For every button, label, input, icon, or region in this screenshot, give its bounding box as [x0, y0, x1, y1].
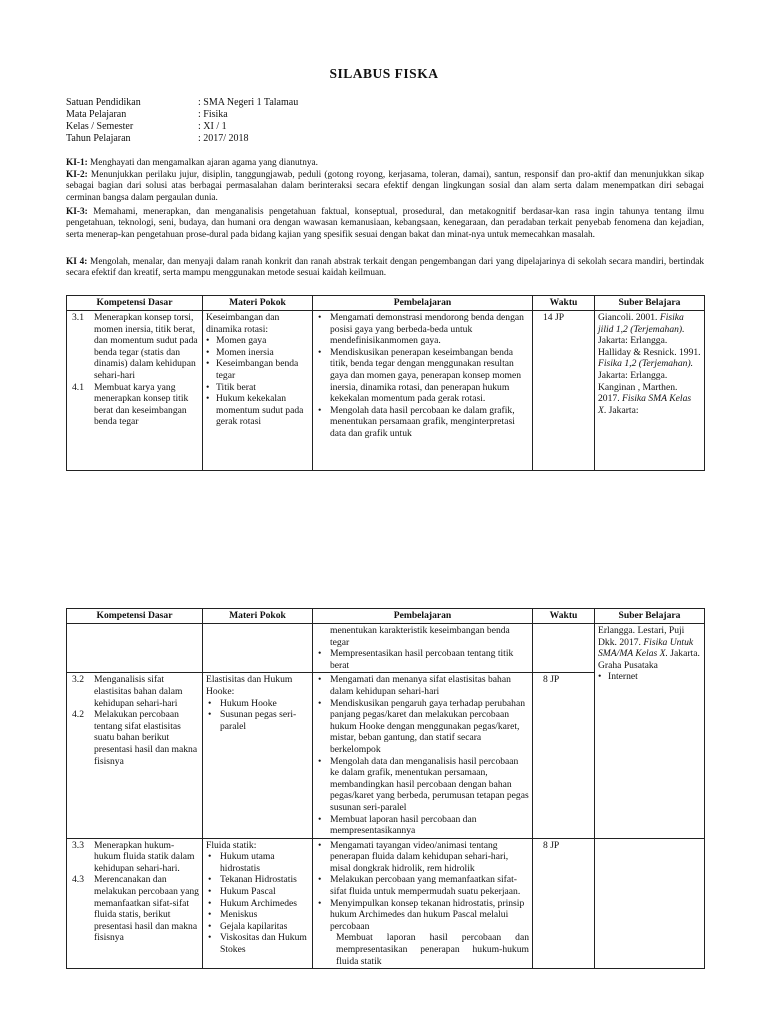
kd-item — [70, 709, 199, 767]
table-header-row — [67, 609, 705, 624]
pembelajaran-cell — [313, 311, 533, 471]
ki-1 — [66, 158, 704, 169]
list-item: • Mengamati tayangan video/animasi tentang penerapan fluida dalam kehidupan sehari-hari, misal dongkrak hidrolik, rem hidrolik — [316, 840, 529, 875]
kd-text: Merencanakan dan melakukan percobaan yang memanfaatkan sifat-sifat fluida statis, berikut presentasi hasil dan makna fisisnya — [94, 874, 199, 944]
source-text: Giancoli. 2001. — [598, 312, 658, 323]
list-item: • Titik berat — [206, 382, 309, 394]
header-waktu: Waktu — [533, 296, 595, 311]
continued-text: menentukan karakteristik keseimbangan benda tegar — [330, 625, 510, 648]
pembelajaran-list — [316, 648, 529, 671]
kd-item — [70, 674, 199, 709]
header-waktu: Waktu — [533, 609, 595, 624]
sumber-cell — [595, 838, 705, 969]
list-item: • Hukum kekekalan momentum sudut pada gerak rotasi — [206, 393, 309, 428]
source-text: Jakarta. Graha Pusataka — [598, 648, 700, 671]
waktu-cell — [533, 624, 595, 673]
list-item: • Internet — [598, 671, 701, 683]
kd-number: 3.1 — [72, 312, 84, 323]
kd-number: 4.3 — [72, 874, 84, 886]
pembelajaran-cell — [313, 838, 533, 969]
waktu-cell: 8 JP — [533, 838, 595, 969]
list-item: • Momen inersia — [206, 347, 309, 359]
ki-code: KI-2: — [66, 170, 88, 180]
kd-cell — [67, 624, 203, 673]
list-item: • Mengamati dan menanya sifat elastisitas bahan dalam kehidupan sehari-hari — [316, 674, 529, 697]
waktu-cell: 8 JP — [533, 673, 595, 838]
kd-number: 4.2 — [72, 709, 84, 721]
list-item: • Mendiskusikan pengaruh gaya terhadap perubahan panjang pegas/karet dan melakukan percobaan hukum Hooke dengan menggunakan pegas/karet, mistar, beban gantung, dan statif secara berkelompok — [316, 698, 529, 756]
kd-number: 3.3 — [72, 839, 84, 851]
header-sumber-belajar: Suber Belajara — [595, 296, 705, 311]
ki-text: Menghayati dan mengamalkan ajaran agama yang dianutnya. — [87, 158, 318, 168]
list-item: • Hukum Archimedes — [206, 898, 309, 910]
kd-text: Membuat karya yang menerapkan konsep titik berat dan keseimbangan benda tegar — [94, 381, 189, 428]
page-title: SILABUS FISKA — [329, 66, 439, 81]
materi-heading: Fluida statik: — [206, 839, 257, 851]
kd-text: Melakukan percobaan tentang sifat elastisitas suatu bahan berikut presentasi hasil dan makna fisisnya — [94, 709, 198, 767]
syllabus-table-1 — [66, 295, 705, 471]
ki-code: KI-3: — [66, 207, 88, 217]
kd-cell — [67, 673, 203, 838]
ki-3 — [66, 207, 704, 241]
list-item: • Membuat laporan hasil percobaan dan mempresentasikannya — [316, 814, 529, 837]
pembelajaran-list — [316, 674, 529, 836]
identity-value: : XI / 1 — [198, 121, 227, 132]
list-item: • Susunan pegas seri-paralel — [206, 709, 309, 732]
source-list — [598, 671, 701, 683]
list-item: • Hukum Hooke — [206, 698, 309, 710]
source-text: Jakarta: Erlangga. — [598, 335, 668, 347]
sumber-cell — [595, 624, 705, 839]
source-title: Fisika jilid 1,2 (Terjemahan). — [598, 312, 685, 335]
list-item: • Hukum utama hidrostatis — [206, 851, 309, 874]
ki-text: Memahami, menerapkan, dan menganalisis pengetahuan faktual, konseptual, prosedural, dan metakognitif berdasar-kan rasa ingin tahunya tentang ilmu pengetahuan, teknologi, seni, budaya, dan humani ora dengan wawasan kemanusiaan, kebangsaan, kenegaraan, dan peradaban terkait penyebab fenomena dan kejadian, serta menerap-kan pengetahuan prose-dural pada bidang kajian yang spesifik sesuai dengan bakat dan minat-nya untuk memecahkan masalah. — [66, 207, 704, 240]
identity-value: : 2017/ 2018 — [198, 133, 249, 144]
source-text: Lestari, Puji Dkk. 2017. — [598, 625, 685, 648]
kd-cell — [67, 311, 203, 471]
source-text: Kanginan , Marthen. 2017. — [598, 381, 678, 405]
kd-item — [70, 312, 199, 382]
sumber-cell — [595, 311, 705, 471]
ki-text: Mengolah, menalar, dan menyaji dalam ranah konkrit dan ranah abstrak terkait dengan pengembangan dari yang dipelajarinya di sekolah secara mandiri, bertindak secara efektif dan kreatif, serta mampu menggunakan metode sesuai kaidah keilmuan. — [66, 257, 705, 279]
materi-list — [206, 335, 309, 428]
kd-text: Menerapkan hukum-hukum fluida statik dalam kehidupan sehari-hari. — [94, 839, 195, 874]
identity-label: Kelas / Semester — [66, 121, 134, 132]
source-title: Fisika Untuk SMA/MA Kelas X. — [598, 636, 694, 660]
header-materi-pokok: Materi Pokok — [203, 609, 313, 624]
list-item: • Melakukan percobaan yang memanfaatkan sifat-sifat fluida untuk mempermudah suatu pekerjaan. — [316, 874, 529, 897]
identity-label: Tahun Pelajaran — [66, 133, 131, 144]
identity-value: : SMA Negeri 1 Talamau — [198, 97, 299, 108]
pembelajaran-list — [316, 840, 529, 933]
list-item: • Menyimpulkan konsep tekanan hidrostatis, prinsip hukum Archimedes dan hukum Pascal melalui percobaan — [316, 898, 529, 933]
materi-heading: Elastisitas dan Hukum Hooke: — [206, 674, 293, 697]
header-kompetensi-dasar: Kompetensi Dasar — [67, 609, 203, 624]
kd-number: 3.2 — [72, 674, 84, 686]
table-row — [67, 624, 705, 673]
ki-4 — [66, 257, 704, 280]
header-materi-pokok: Materi Pokok — [203, 296, 313, 311]
source-text: Erlangga. — [598, 625, 636, 636]
continued-text: Membuat laporan hasil percobaan dan mempresentasikan penerapan hukum-hukum fluida statik — [336, 932, 529, 967]
identity-label: Mata Pelajaran — [66, 109, 127, 120]
list-item: • Gejala kapilaritas — [206, 921, 309, 933]
header-pembelajaran: Pembelajaran — [313, 609, 533, 624]
kd-number: 4.1 — [72, 381, 84, 393]
pembelajaran-cell — [313, 673, 533, 838]
list-item: • Keseimbangan benda tegar — [206, 358, 309, 381]
kd-item — [70, 840, 199, 875]
table-row — [67, 838, 705, 969]
ki-text: Menunjukkan perilaku jujur, disiplin, tanggungjawab, peduli (gotong royong, kerjasama, toleran, damai), santun, responsif dan pro-aktif dan menunjukkan sikap sebagai bagian dari solusi atas berbagai permasalahan dalam berinteraksi secara efektif dengan lingkungan sosial dan alam serta dalam menempatkan diri sebagai cerminan bangsa dalam pergaulan dunia. — [66, 170, 704, 203]
materi-heading: Keseimbangan dan dinamika rotasi: — [206, 312, 280, 335]
header-sumber-belajar: Suber Belajara — [595, 609, 705, 624]
materi-list — [206, 851, 309, 955]
table-header-row — [67, 296, 705, 311]
list-item: • Mengamati demonstrasi mendorong benda dengan posisi gaya yang berbeda-beda untuk mendefinisikanmomen gaya. — [316, 312, 529, 347]
list-item: • Meniskus — [206, 909, 309, 921]
list-item: • Viskositas dan Hukum Stokes — [206, 932, 309, 955]
table-row — [67, 311, 705, 471]
materi-cell — [203, 838, 313, 969]
materi-cell — [203, 311, 313, 471]
materi-list — [206, 698, 309, 733]
kd-text: Menganalisis sifat elastisitas bahan dalam kehidupan sehari-hari — [94, 674, 183, 709]
kd-text: Menerapkan konsep torsi, momen inersia, titik berat, dan momentum sudut pada benda tegar (statis dan dinamis) dalam kehidupan sehari-hari — [94, 312, 198, 381]
ki-2 — [66, 170, 704, 204]
syllabus-table-2 — [66, 608, 705, 969]
ki-code: KI-1: — [66, 158, 88, 168]
header-kompetensi-dasar: Kompetensi Dasar — [67, 296, 203, 311]
identity-label: Satuan Pendidikan — [66, 97, 141, 108]
list-item: • Mengolah data hasil percobaan ke dalam grafik, menentukan persamaan grafik, menginterpretasi data dan grafik untuk — [316, 405, 529, 440]
pembelajaran-list — [316, 312, 529, 440]
identity-value: : Fisika — [198, 109, 228, 120]
kd-cell — [67, 838, 203, 969]
header-pembelajaran: Pembelajaran — [313, 296, 533, 311]
source-text: Halliday & Resnick. 1991. — [598, 346, 701, 358]
materi-cell — [203, 673, 313, 838]
list-item: • Mempresentasikan hasil percobaan tentang titik berat — [316, 648, 529, 671]
materi-cell — [203, 624, 313, 673]
source-title: Fisika SMA Kelas X — [598, 393, 692, 416]
kd-item — [70, 382, 199, 428]
waktu-cell: 14 JP — [533, 311, 595, 471]
source-title: Fisika 1,2 (Terjemahan). — [598, 358, 694, 370]
list-item: • Hukum Pascal — [206, 886, 309, 898]
source-text: . Jakarta: — [603, 404, 639, 416]
kd-item — [70, 874, 199, 944]
list-item: • Momen gaya — [206, 335, 309, 347]
list-item: • Mendiskusikan penerapan keseimbangan benda titik, benda tegar dengan menggunakan resultan gaya dan momen gaya, penerapan konsep momen inersia, dinamika rotasi, dan penerapan hukum kekekalan momentum pada gerak rotasi. — [316, 347, 529, 405]
source-text: Jakarta: Erlangga. — [598, 369, 668, 381]
ki-code: KI 4: — [66, 257, 88, 267]
list-item: • Mengolah data dan menganalisis hasil percobaan ke dalam grafik, menentukan persamaan, membandingkan hasil percobaan dengan bahan pegas/karet yang berbeda, perumusan tetapan pegas susunan seri-paralel — [316, 756, 529, 814]
list-item: • Tekanan Hidrostatis — [206, 874, 309, 886]
pembelajaran-cell — [313, 624, 533, 673]
